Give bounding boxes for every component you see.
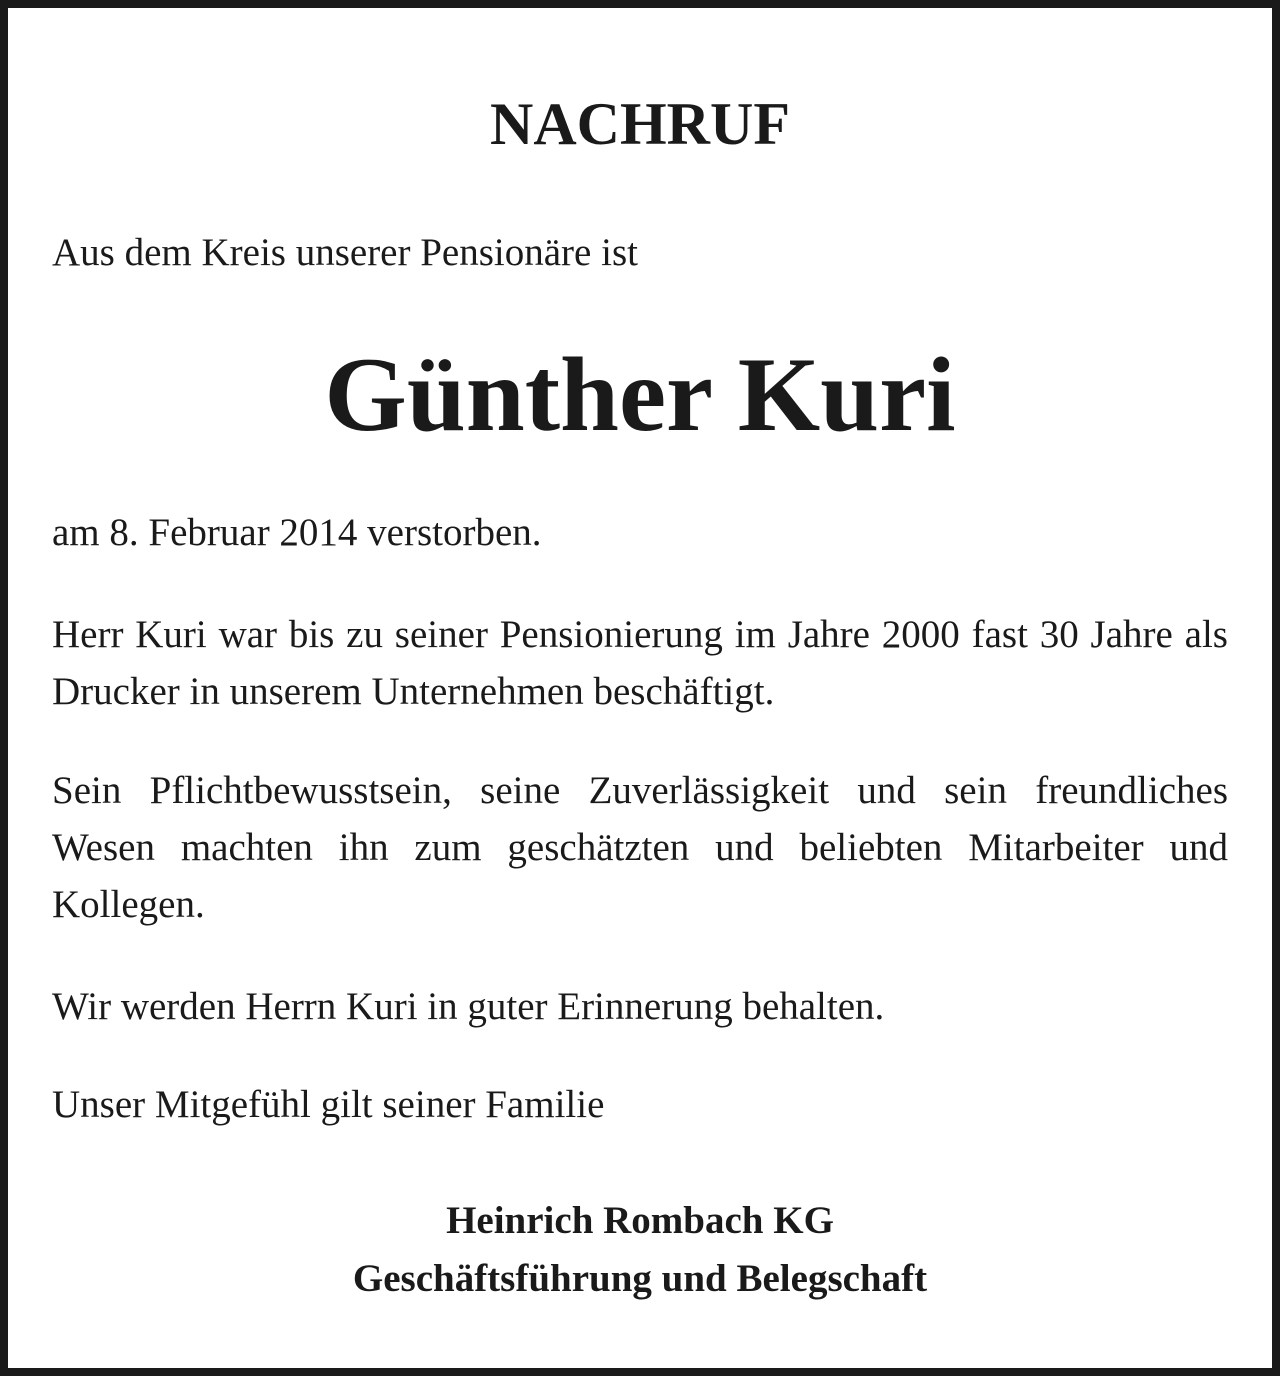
intro-text: Aus dem Kreis unserer Pensionäre ist (52, 231, 638, 274)
signature-block (8, 1192, 1272, 1308)
signature-company: Heinrich Rombach KG (446, 1199, 834, 1242)
traits-paragraph: Sein Pflichtbewusstsein, seine Zuverlässigkeit und sein freundliches Wesen machten ihn zum geschätzten und beliebten Mitarbeiter und Kollegen. (52, 769, 1228, 926)
sympathy-paragraph: Unser Mitgefühl gilt seiner Familie (52, 1083, 605, 1126)
signature-department: Geschäftsführung und Belegschaft (352, 1257, 928, 1300)
notice-title: NACHRUF (490, 91, 790, 157)
date-of-death-text: am 8. Februar 2014 verstorben. (52, 511, 542, 554)
deceased-name: Günther Kuri (324, 336, 956, 453)
memory-paragraph: Wir werden Herrn Kuri in guter Erinnerung behalten. (52, 985, 885, 1028)
career-paragraph: Herr Kuri war bis zu seiner Pensionierung im Jahre 2000 fast 30 Jahre als Drucker in unserem Unternehmen beschäftigt. (52, 613, 1228, 713)
